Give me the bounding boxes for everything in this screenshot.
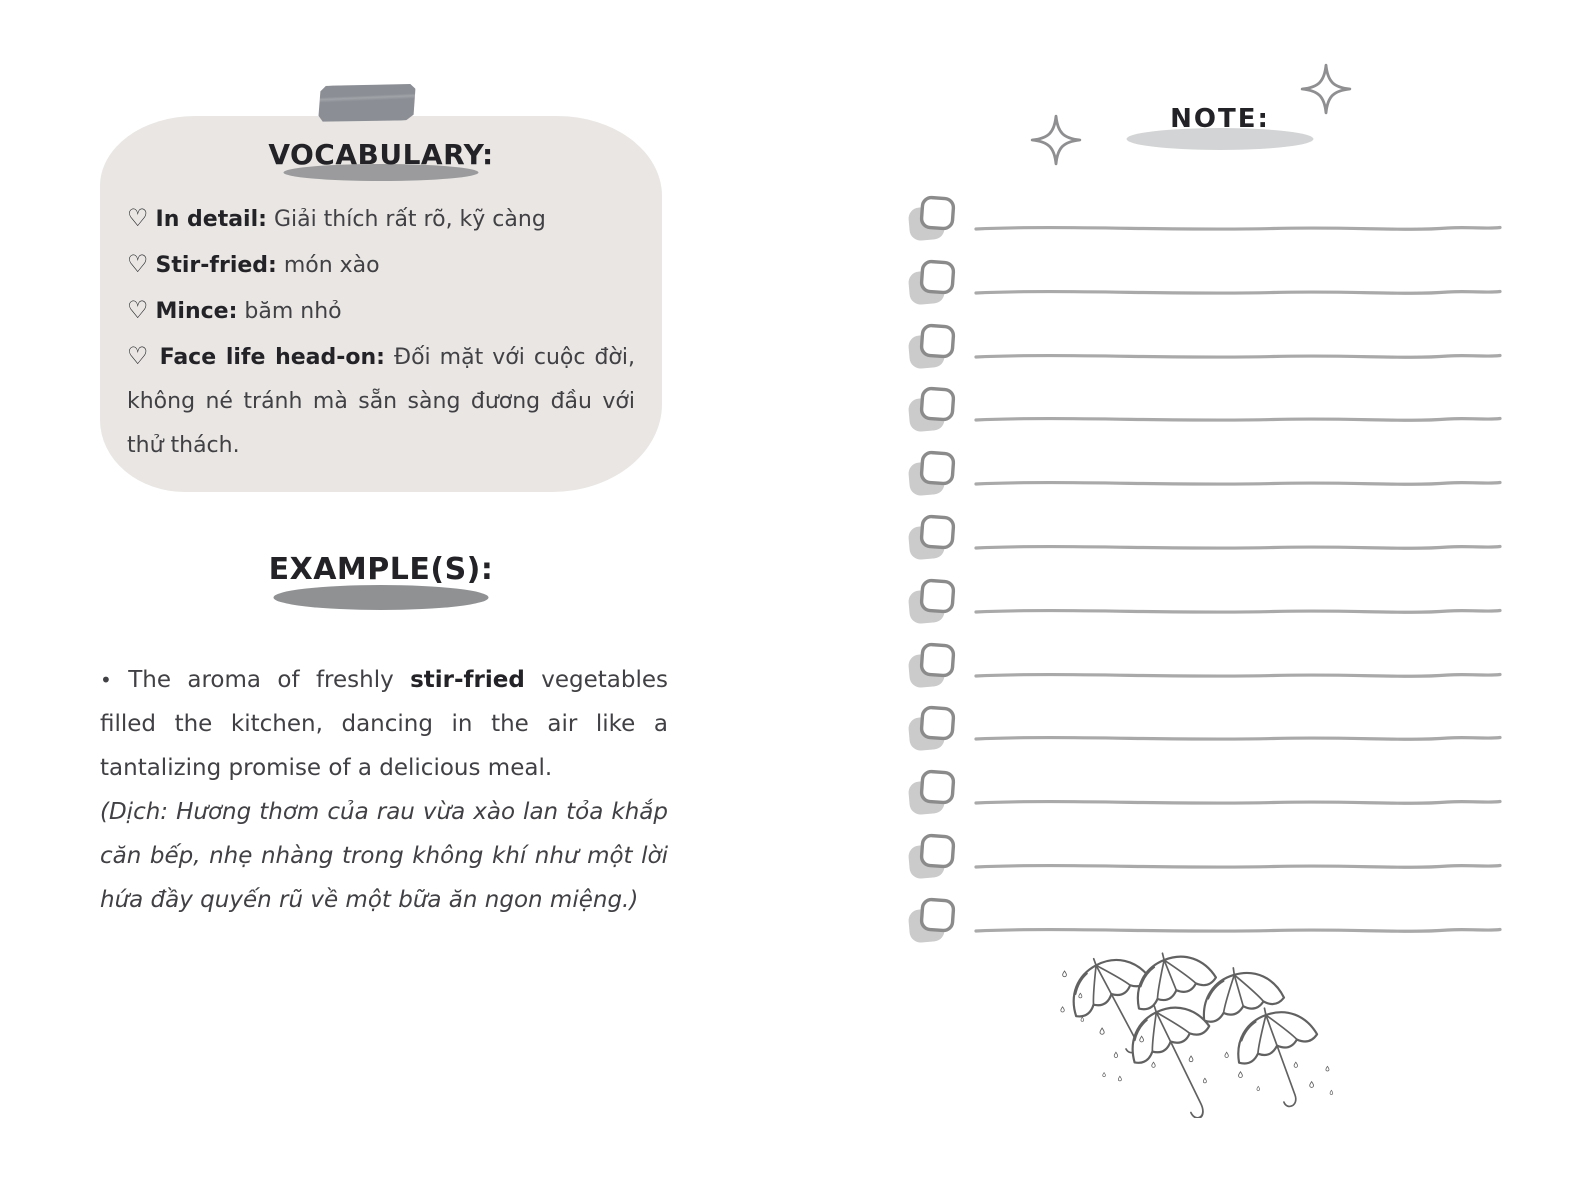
heart-bullet-icon: ♡ [127, 204, 149, 232]
note-line [973, 924, 1503, 936]
heart-bullet-icon: ♡ [127, 342, 151, 370]
vocab-definition: món xào [283, 253, 380, 278]
vocabulary-heading [127, 138, 635, 188]
note-title: NOTE: [1170, 104, 1270, 134]
vocab-term: Stir-fried: [155, 253, 277, 278]
vocab-term: Mince: [155, 299, 238, 324]
note-row [906, 578, 1506, 642]
note-line [973, 605, 1503, 617]
vocab-term: In detail: [155, 207, 267, 232]
note-lines [906, 195, 1506, 961]
note-row [906, 705, 1506, 769]
note-row [906, 833, 1506, 897]
checkbox-icon [906, 514, 962, 561]
example-block [100, 658, 668, 922]
checkbox-icon [906, 195, 962, 242]
note-line [973, 286, 1503, 298]
vocab-definition: Giải thích rất rõ, kỹ càng [273, 207, 546, 232]
vocab-definition: băm nhỏ [244, 299, 342, 324]
vocabulary-item [127, 196, 635, 242]
example-translation: (Dịch: Hương thơm của rau vừa xào lan tỏa khắp căn bếp, nhẹ nhàng trong không khí như một lời hứa đầy quyến rũ về một bữa ăn ngon miệng.) [100, 799, 668, 913]
vocab-term: Face life head-on: [159, 345, 385, 370]
note-line [973, 732, 1503, 744]
checkbox-icon [906, 259, 962, 306]
vocabulary-title: VOCABULARY: [268, 138, 494, 171]
note-line [973, 796, 1503, 808]
checkbox-icon [906, 386, 962, 433]
example-text-before: The aroma of freshly [128, 667, 411, 693]
checkbox-icon [906, 323, 962, 370]
heart-bullet-icon: ♡ [127, 296, 149, 324]
checkbox-icon [906, 578, 962, 625]
sparkle-icon [1030, 112, 1082, 168]
vocabulary-item [127, 242, 635, 288]
vocabulary-item [127, 334, 635, 468]
note-row [906, 195, 1506, 259]
example-sentence [100, 658, 668, 790]
examples-heading [100, 552, 662, 587]
note-row [906, 323, 1506, 387]
note-line [973, 350, 1503, 362]
vocabulary-item [127, 288, 635, 334]
note-row [906, 450, 1506, 514]
checkbox-icon [906, 450, 962, 497]
tape-decoration [317, 82, 417, 124]
note-row [906, 259, 1506, 323]
note-row [906, 769, 1506, 833]
note-row [906, 514, 1506, 578]
note-line [973, 477, 1503, 489]
note-line [973, 413, 1503, 425]
note-header [1105, 104, 1335, 134]
examples-title-highlight [274, 585, 489, 610]
umbrella-doodle [1046, 948, 1344, 1118]
note-line [973, 669, 1503, 681]
note-row [906, 642, 1506, 706]
note-row [906, 386, 1506, 450]
example-text-after: vegetables filled the kitchen, dancing in the air like a tantalizing promise of a delicious meal. [100, 667, 668, 781]
checkbox-icon [906, 642, 962, 689]
dot-bullet-icon: • [100, 668, 112, 692]
vocab-definition: Đối mặt với cuộc đời, không né tránh mà sẵn sàng đương đầu với thử thách. [127, 345, 635, 458]
checkbox-icon [906, 897, 962, 944]
examples-title: EXAMPLE(S): [268, 552, 494, 587]
vocabulary-box [100, 116, 662, 492]
vocabulary-list [127, 196, 635, 468]
note-line [973, 222, 1503, 234]
checkbox-icon [906, 705, 962, 752]
note-line [973, 860, 1503, 872]
heart-bullet-icon: ♡ [127, 250, 149, 278]
checkbox-icon [906, 833, 962, 880]
example-text-highlight: stir-fried [410, 667, 525, 693]
note-line [973, 541, 1503, 553]
checkbox-icon [906, 769, 962, 816]
